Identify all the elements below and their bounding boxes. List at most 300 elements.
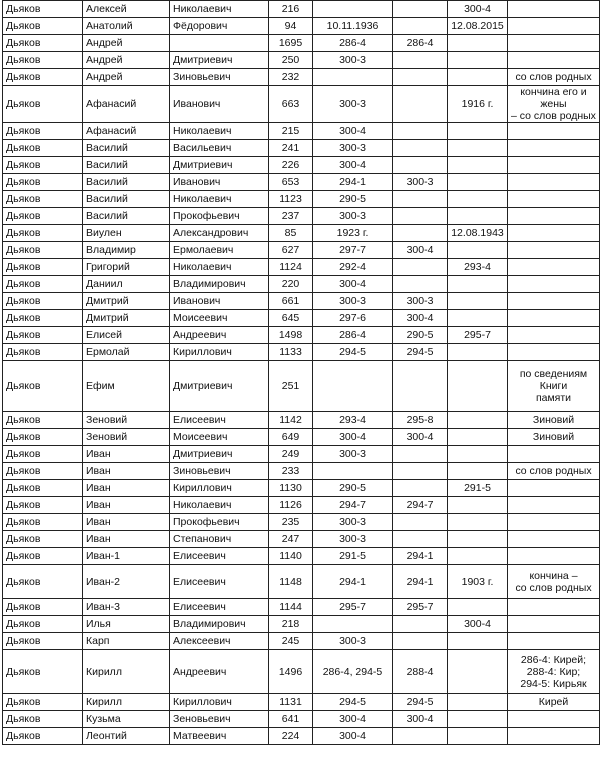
record-number-cell: 1133 [269, 344, 313, 361]
note-cell: кончина – со слов родных [508, 565, 600, 599]
note-cell [508, 293, 600, 310]
patronymic-cell: Иванович [170, 293, 269, 310]
source-2-cell: 300-3 [393, 293, 448, 310]
table-row [3, 259, 600, 276]
date-or-source-cell [448, 69, 508, 86]
table-row [3, 711, 600, 728]
source-2-cell [393, 157, 448, 174]
source-1-cell: 297-6 [313, 310, 393, 327]
source-2-cell: 290-5 [393, 327, 448, 344]
source-2-cell: 286-4 [393, 35, 448, 52]
patronymic-cell: Васильевич [170, 140, 269, 157]
table-row [3, 446, 600, 463]
surname-cell: Дьяков [3, 480, 83, 497]
source-1-cell: 294-7 [313, 497, 393, 514]
source-1-cell: 294-1 [313, 565, 393, 599]
record-number-cell: 237 [269, 208, 313, 225]
source-2-cell: 300-4 [393, 429, 448, 446]
patronymic-cell: Алексеевич [170, 633, 269, 650]
source-2-cell [393, 728, 448, 745]
record-number-cell: 641 [269, 711, 313, 728]
first-name-cell: Виулен [83, 225, 170, 242]
first-name-cell: Зеновий [83, 412, 170, 429]
date-or-source-cell: 1916 г. [448, 86, 508, 123]
source-1-cell: 300-3 [313, 531, 393, 548]
note-cell [508, 548, 600, 565]
patronymic-cell: Дмитриевич [170, 361, 269, 412]
patronymic-cell: Фёдорович [170, 18, 269, 35]
note-cell [508, 446, 600, 463]
surname-cell: Дьяков [3, 728, 83, 745]
surname-cell: Дьяков [3, 242, 83, 259]
note-cell [508, 140, 600, 157]
source-1-cell: 1923 г. [313, 225, 393, 242]
first-name-cell: Дмитрий [83, 310, 170, 327]
first-name-cell: Анатолий [83, 18, 170, 35]
source-1-cell [313, 616, 393, 633]
source-2-cell [393, 123, 448, 140]
record-number-cell: 232 [269, 69, 313, 86]
first-name-cell: Афанасий [83, 86, 170, 123]
first-name-cell: Ермолай [83, 344, 170, 361]
date-or-source-cell [448, 429, 508, 446]
surname-cell: Дьяков [3, 650, 83, 694]
source-2-cell [393, 191, 448, 208]
note-cell [508, 480, 600, 497]
patronymic-cell: Дмитриевич [170, 446, 269, 463]
table-row [3, 480, 600, 497]
record-number-cell: 1123 [269, 191, 313, 208]
patronymic-cell: Зиновьевич [170, 463, 269, 480]
date-or-source-cell [448, 35, 508, 52]
record-number-cell: 94 [269, 18, 313, 35]
date-or-source-cell: 12.08.1943 [448, 225, 508, 242]
date-or-source-cell [448, 293, 508, 310]
first-name-cell: Иван [83, 531, 170, 548]
table-row [3, 191, 600, 208]
note-cell [508, 242, 600, 259]
table-row [3, 650, 600, 694]
source-1-cell: 300-3 [313, 140, 393, 157]
record-number-cell: 1496 [269, 650, 313, 694]
note-cell [508, 208, 600, 225]
date-or-source-cell [448, 599, 508, 616]
source-2-cell [393, 361, 448, 412]
source-1-cell: 10.11.1936 [313, 18, 393, 35]
first-name-cell: Василий [83, 191, 170, 208]
record-number-cell: 250 [269, 52, 313, 69]
table-row [3, 344, 600, 361]
source-1-cell: 286-4, 294-5 [313, 650, 393, 694]
surname-cell: Дьяков [3, 157, 83, 174]
surname-cell: Дьяков [3, 344, 83, 361]
patronymic-cell: Николаевич [170, 123, 269, 140]
surname-cell: Дьяков [3, 711, 83, 728]
source-1-cell: 292-4 [313, 259, 393, 276]
date-or-source-cell [448, 157, 508, 174]
first-name-cell: Иван-1 [83, 548, 170, 565]
source-2-cell [393, 18, 448, 35]
source-1-cell [313, 69, 393, 86]
table-row [3, 616, 600, 633]
source-1-cell: 286-4 [313, 35, 393, 52]
patronymic-cell: Моисеевич [170, 429, 269, 446]
surname-cell: Дьяков [3, 429, 83, 446]
note-cell [508, 344, 600, 361]
record-number-cell: 663 [269, 86, 313, 123]
first-name-cell: Василий [83, 157, 170, 174]
table-row [3, 225, 600, 242]
source-2-cell: 294-1 [393, 565, 448, 599]
date-or-source-cell [448, 711, 508, 728]
surname-cell: Дьяков [3, 633, 83, 650]
date-or-source-cell: 295-7 [448, 327, 508, 344]
patronymic-cell [170, 35, 269, 52]
note-cell [508, 259, 600, 276]
note-cell [508, 633, 600, 650]
source-1-cell: 300-3 [313, 293, 393, 310]
patronymic-cell: Александрович [170, 225, 269, 242]
table-row [3, 412, 600, 429]
source-2-cell [393, 446, 448, 463]
note-cell [508, 310, 600, 327]
record-number-cell: 653 [269, 174, 313, 191]
date-or-source-cell: 291-5 [448, 480, 508, 497]
patronymic-cell: Иванович [170, 86, 269, 123]
first-name-cell: Дмитрий [83, 293, 170, 310]
first-name-cell: Афанасий [83, 123, 170, 140]
source-1-cell: 300-3 [313, 52, 393, 69]
surname-cell: Дьяков [3, 52, 83, 69]
surname-cell: Дьяков [3, 259, 83, 276]
patronymic-cell: Прокофьевич [170, 514, 269, 531]
first-name-cell: Иван [83, 463, 170, 480]
record-number-cell: 251 [269, 361, 313, 412]
note-cell [508, 123, 600, 140]
record-number-cell: 241 [269, 140, 313, 157]
patronymic-cell: Николаевич [170, 259, 269, 276]
source-2-cell [393, 259, 448, 276]
table-row [3, 52, 600, 69]
table-body [3, 1, 600, 745]
note-cell: со слов родных [508, 69, 600, 86]
source-1-cell: 300-4 [313, 429, 393, 446]
surname-cell: Дьяков [3, 86, 83, 123]
note-cell [508, 157, 600, 174]
source-1-cell: 294-5 [313, 694, 393, 711]
note-cell [508, 514, 600, 531]
source-2-cell: 294-5 [393, 344, 448, 361]
first-name-cell: Василий [83, 140, 170, 157]
patronymic-cell: Андреевич [170, 650, 269, 694]
note-cell: Кирей [508, 694, 600, 711]
patronymic-cell: Елисеевич [170, 599, 269, 616]
patronymic-cell: Николаевич [170, 497, 269, 514]
source-1-cell: 300-3 [313, 208, 393, 225]
first-name-cell: Елисей [83, 327, 170, 344]
table-row [3, 86, 600, 123]
table-row [3, 69, 600, 86]
record-number-cell: 1131 [269, 694, 313, 711]
date-or-source-cell [448, 650, 508, 694]
surname-cell: Дьяков [3, 35, 83, 52]
patronymic-cell: Николаевич [170, 1, 269, 18]
record-number-cell: 1140 [269, 548, 313, 565]
surname-cell: Дьяков [3, 548, 83, 565]
surname-cell: Дьяков [3, 599, 83, 616]
record-number-cell: 1498 [269, 327, 313, 344]
surname-cell: Дьяков [3, 293, 83, 310]
surname-cell: Дьяков [3, 208, 83, 225]
note-cell [508, 531, 600, 548]
patronymic-cell: Зиновьевич [170, 69, 269, 86]
source-2-cell [393, 225, 448, 242]
source-1-cell: 297-7 [313, 242, 393, 259]
source-2-cell: 294-5 [393, 694, 448, 711]
date-or-source-cell [448, 140, 508, 157]
record-number-cell: 661 [269, 293, 313, 310]
record-number-cell: 627 [269, 242, 313, 259]
note-cell: по сведениям Книги памяти [508, 361, 600, 412]
source-1-cell: 300-4 [313, 711, 393, 728]
source-1-cell [313, 463, 393, 480]
surname-cell: Дьяков [3, 361, 83, 412]
table-row [3, 514, 600, 531]
source-1-cell: 300-3 [313, 86, 393, 123]
table-row [3, 123, 600, 140]
source-2-cell [393, 276, 448, 293]
note-cell [508, 191, 600, 208]
note-cell [508, 174, 600, 191]
source-2-cell [393, 52, 448, 69]
note-cell: кончина его и жены – со слов родных [508, 86, 600, 123]
source-2-cell: 294-7 [393, 497, 448, 514]
date-or-source-cell [448, 52, 508, 69]
source-1-cell: 300-4 [313, 728, 393, 745]
date-or-source-cell: 300-4 [448, 1, 508, 18]
source-1-cell: 295-7 [313, 599, 393, 616]
patronymic-cell: Зеновьевич [170, 711, 269, 728]
date-or-source-cell [448, 361, 508, 412]
date-or-source-cell: 1903 г. [448, 565, 508, 599]
patronymic-cell: Матвеевич [170, 728, 269, 745]
surname-cell: Дьяков [3, 123, 83, 140]
patronymic-cell: Елисеевич [170, 565, 269, 599]
first-name-cell: Даниил [83, 276, 170, 293]
date-or-source-cell [448, 548, 508, 565]
record-number-cell: 220 [269, 276, 313, 293]
note-cell: со слов родных [508, 463, 600, 480]
note-cell [508, 18, 600, 35]
surname-cell: Дьяков [3, 463, 83, 480]
record-number-cell: 1142 [269, 412, 313, 429]
date-or-source-cell [448, 310, 508, 327]
surname-cell: Дьяков [3, 174, 83, 191]
patronymic-cell: Елисеевич [170, 412, 269, 429]
note-cell [508, 497, 600, 514]
first-name-cell: Леонтий [83, 728, 170, 745]
source-2-cell: 300-4 [393, 310, 448, 327]
surname-cell: Дьяков [3, 531, 83, 548]
source-2-cell [393, 69, 448, 86]
date-or-source-cell [448, 208, 508, 225]
first-name-cell: Василий [83, 174, 170, 191]
note-cell [508, 225, 600, 242]
record-number-cell: 1130 [269, 480, 313, 497]
table-row [3, 497, 600, 514]
source-2-cell [393, 514, 448, 531]
source-2-cell [393, 1, 448, 18]
source-1-cell: 300-4 [313, 276, 393, 293]
table-row [3, 18, 600, 35]
source-1-cell: 290-5 [313, 480, 393, 497]
table-row [3, 208, 600, 225]
note-cell [508, 711, 600, 728]
date-or-source-cell [448, 728, 508, 745]
table-row [3, 276, 600, 293]
surname-cell: Дьяков [3, 327, 83, 344]
date-or-source-cell [448, 174, 508, 191]
patronymic-cell: Кириллович [170, 694, 269, 711]
first-name-cell: Андрей [83, 69, 170, 86]
surname-cell: Дьяков [3, 565, 83, 599]
patronymic-cell: Елисеевич [170, 548, 269, 565]
patronymic-cell: Кириллович [170, 344, 269, 361]
patronymic-cell: Прокофьевич [170, 208, 269, 225]
date-or-source-cell [448, 497, 508, 514]
first-name-cell: Карп [83, 633, 170, 650]
date-or-source-cell [448, 463, 508, 480]
table-row [3, 293, 600, 310]
first-name-cell: Иван-2 [83, 565, 170, 599]
table-row [3, 463, 600, 480]
source-1-cell: 290-5 [313, 191, 393, 208]
first-name-cell: Кирилл [83, 694, 170, 711]
record-number-cell: 224 [269, 728, 313, 745]
record-number-cell: 233 [269, 463, 313, 480]
table-row [3, 694, 600, 711]
first-name-cell: Алексей [83, 1, 170, 18]
first-name-cell: Илья [83, 616, 170, 633]
note-cell [508, 327, 600, 344]
table-row [3, 361, 600, 412]
note-cell [508, 1, 600, 18]
first-name-cell: Василий [83, 208, 170, 225]
source-1-cell: 300-3 [313, 514, 393, 531]
surname-cell: Дьяков [3, 514, 83, 531]
patronymic-cell: Николаевич [170, 191, 269, 208]
first-name-cell: Иван [83, 480, 170, 497]
surname-cell: Дьяков [3, 497, 83, 514]
source-2-cell: 300-4 [393, 711, 448, 728]
surname-cell: Дьяков [3, 276, 83, 293]
surname-cell: Дьяков [3, 18, 83, 35]
note-cell [508, 599, 600, 616]
source-2-cell [393, 86, 448, 123]
source-1-cell: 294-1 [313, 174, 393, 191]
patronymic-cell: Иванович [170, 174, 269, 191]
table-row [3, 633, 600, 650]
date-or-source-cell [448, 191, 508, 208]
table-row [3, 565, 600, 599]
surname-cell: Дьяков [3, 446, 83, 463]
date-or-source-cell: 300-4 [448, 616, 508, 633]
patronymic-cell: Кириллович [170, 480, 269, 497]
patronymic-cell: Дмитриевич [170, 52, 269, 69]
first-name-cell: Иван [83, 446, 170, 463]
first-name-cell: Иван-3 [83, 599, 170, 616]
record-number-cell: 235 [269, 514, 313, 531]
date-or-source-cell [448, 344, 508, 361]
record-number-cell: 218 [269, 616, 313, 633]
first-name-cell: Иван [83, 497, 170, 514]
table-row [3, 429, 600, 446]
date-or-source-cell [448, 276, 508, 293]
patronymic-cell: Дмитриевич [170, 157, 269, 174]
source-1-cell: 286-4 [313, 327, 393, 344]
first-name-cell: Зеновий [83, 429, 170, 446]
record-number-cell: 249 [269, 446, 313, 463]
source-2-cell [393, 531, 448, 548]
record-number-cell: 1148 [269, 565, 313, 599]
patronymic-cell: Владимирович [170, 616, 269, 633]
record-number-cell: 247 [269, 531, 313, 548]
table-row [3, 531, 600, 548]
source-2-cell: 288-4 [393, 650, 448, 694]
note-cell [508, 276, 600, 293]
patronymic-cell: Владимирович [170, 276, 269, 293]
source-1-cell: 300-3 [313, 633, 393, 650]
first-name-cell: Иван [83, 514, 170, 531]
table-row [3, 327, 600, 344]
source-1-cell [313, 361, 393, 412]
surname-cell: Дьяков [3, 69, 83, 86]
note-cell: 286-4: Кирей; 288-4: Кир; 294-5: Кирьяк [508, 650, 600, 694]
source-2-cell: 294-1 [393, 548, 448, 565]
date-or-source-cell [448, 412, 508, 429]
surname-cell: Дьяков [3, 140, 83, 157]
source-1-cell: 300-4 [313, 123, 393, 140]
surname-cell: Дьяков [3, 1, 83, 18]
note-cell [508, 728, 600, 745]
date-or-source-cell [448, 242, 508, 259]
surname-cell: Дьяков [3, 191, 83, 208]
first-name-cell: Андрей [83, 35, 170, 52]
record-number-cell: 85 [269, 225, 313, 242]
table-row [3, 310, 600, 327]
table-row [3, 157, 600, 174]
date-or-source-cell [448, 514, 508, 531]
surname-cell: Дьяков [3, 310, 83, 327]
note-cell [508, 52, 600, 69]
record-number-cell: 1695 [269, 35, 313, 52]
source-2-cell [393, 463, 448, 480]
source-2-cell: 295-8 [393, 412, 448, 429]
table-row [3, 35, 600, 52]
date-or-source-cell [448, 694, 508, 711]
record-number-cell: 226 [269, 157, 313, 174]
record-number-cell: 245 [269, 633, 313, 650]
patronymic-cell: Ермолаевич [170, 242, 269, 259]
source-1-cell: 294-5 [313, 344, 393, 361]
first-name-cell: Кирилл [83, 650, 170, 694]
table-row [3, 140, 600, 157]
date-or-source-cell [448, 633, 508, 650]
genealogy-table [2, 0, 600, 745]
table-row [3, 728, 600, 745]
record-number-cell: 216 [269, 1, 313, 18]
source-2-cell [393, 616, 448, 633]
